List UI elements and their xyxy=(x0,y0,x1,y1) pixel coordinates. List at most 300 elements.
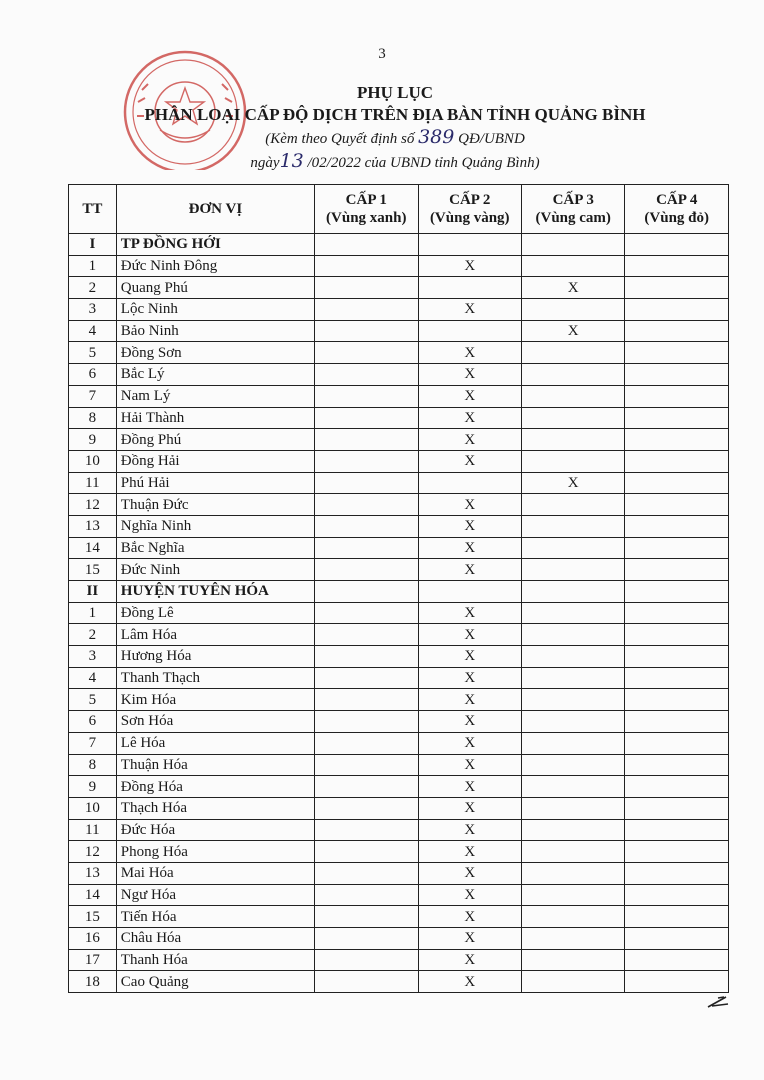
level-mark: X xyxy=(464,258,476,275)
unit-name: Đức Ninh Đông xyxy=(116,255,314,277)
level-mark: X xyxy=(567,279,579,296)
level-mark: X xyxy=(464,496,476,513)
header-level-1-zone: (Vùng xanh) xyxy=(326,210,407,226)
level-2-cell xyxy=(418,559,521,581)
appendix-title: PHỤ LỤC xyxy=(356,83,434,102)
level-2-cell xyxy=(418,862,521,884)
level-mark: X xyxy=(464,670,476,687)
level-mark: X xyxy=(464,713,476,730)
table-row xyxy=(69,342,729,364)
level-2-cell xyxy=(418,450,521,472)
unit-name: Thuận Hóa xyxy=(116,754,314,776)
unit-name: Hải Thành xyxy=(116,407,314,429)
level-mark: X xyxy=(567,474,579,491)
level-1-cell xyxy=(315,776,418,798)
row-number: 2 xyxy=(69,624,117,646)
unit-name: Đồng Phú xyxy=(116,429,314,451)
unit-name: Tiến Hóa xyxy=(116,906,314,928)
level-3-cell xyxy=(521,732,624,754)
level-mark: X xyxy=(464,453,476,470)
level-4-cell xyxy=(625,949,729,971)
level-mark: X xyxy=(464,756,476,773)
header-level-2-name: CẤP 2 xyxy=(449,192,491,208)
row-number: 8 xyxy=(69,407,117,429)
row-number: 13 xyxy=(69,862,117,884)
level-4-cell xyxy=(625,407,729,429)
level-3-cell xyxy=(521,602,624,624)
header-level-3-name: CẤP 3 xyxy=(552,192,594,208)
level-3-cell xyxy=(521,559,624,581)
table-row xyxy=(69,711,729,733)
table-row xyxy=(69,407,729,429)
level-mark: X xyxy=(464,301,476,318)
level-4-cell xyxy=(625,515,729,537)
level-mark: X xyxy=(464,691,476,708)
level-mark: X xyxy=(464,409,476,426)
row-number: 11 xyxy=(69,819,117,841)
table-row xyxy=(69,646,729,668)
table-row xyxy=(69,385,729,407)
level-1-cell xyxy=(315,559,418,581)
unit-name: Thạch Hóa xyxy=(116,797,314,819)
table-row xyxy=(69,689,729,711)
table-row xyxy=(69,255,729,277)
row-number: 1 xyxy=(69,255,117,277)
unit-name: Sơn Hóa xyxy=(116,711,314,733)
table-body xyxy=(69,234,729,993)
level-mark: X xyxy=(464,930,476,947)
level-2-cell xyxy=(418,732,521,754)
unit-name: Đức Ninh xyxy=(116,559,314,581)
level-2-cell xyxy=(418,299,521,321)
unit-name: Bảo Ninh xyxy=(116,320,314,342)
level-1-cell xyxy=(315,494,418,516)
header-level-1 xyxy=(315,185,418,234)
table-row xyxy=(69,841,729,863)
level-mark: X xyxy=(464,561,476,578)
unit-name: Phú Hải xyxy=(116,472,314,494)
level-mark: X xyxy=(464,366,476,383)
level-3-cell xyxy=(521,711,624,733)
level-1-cell xyxy=(315,342,418,364)
row-number: 12 xyxy=(69,494,117,516)
row-number: 1 xyxy=(69,602,117,624)
unit-name: Cao Quảng xyxy=(116,971,314,993)
table-row xyxy=(69,797,729,819)
level-2-cell xyxy=(418,472,521,494)
table-row xyxy=(69,862,729,884)
level-3-cell xyxy=(521,537,624,559)
level-4-cell xyxy=(625,819,729,841)
level-1-cell xyxy=(315,255,418,277)
decision-reference xyxy=(0,126,764,150)
row-number: 12 xyxy=(69,841,117,863)
level-3-cell xyxy=(521,797,624,819)
level-3-cell xyxy=(521,906,624,928)
level-mark: X xyxy=(464,626,476,643)
level-1-cell xyxy=(315,602,418,624)
level-1-cell xyxy=(315,862,418,884)
row-number: 9 xyxy=(69,429,117,451)
level-1-cell xyxy=(315,906,418,928)
unit-name: Thanh Hóa xyxy=(116,949,314,971)
unit-name: Đức Hóa xyxy=(116,819,314,841)
level-1-cell xyxy=(315,711,418,733)
row-number: 14 xyxy=(69,884,117,906)
level-3-cell xyxy=(521,277,624,299)
level-2-cell xyxy=(418,754,521,776)
row-number: 13 xyxy=(69,515,117,537)
level-3-cell xyxy=(521,494,624,516)
table-row xyxy=(69,602,729,624)
table-row xyxy=(69,732,729,754)
level-1-cell xyxy=(315,515,418,537)
level-mark: X xyxy=(464,886,476,903)
unit-name: Ngư Hóa xyxy=(116,884,314,906)
level-1-cell xyxy=(315,472,418,494)
level-4-cell xyxy=(625,776,729,798)
row-number: 14 xyxy=(69,537,117,559)
unit-name: Phong Hóa xyxy=(116,841,314,863)
level-4-cell xyxy=(625,754,729,776)
level-2-cell xyxy=(418,776,521,798)
section-level-4-cell xyxy=(625,234,729,256)
unit-name: Lộc Ninh xyxy=(116,299,314,321)
row-number: 5 xyxy=(69,689,117,711)
level-2-cell xyxy=(418,364,521,386)
level-3-cell xyxy=(521,884,624,906)
unit-name: Bắc Nghĩa xyxy=(116,537,314,559)
level-4-cell xyxy=(625,602,729,624)
table-row xyxy=(69,364,729,386)
level-mark: X xyxy=(464,735,476,752)
table-row xyxy=(69,884,729,906)
date-suffix: /02/2022 của UBND tỉnh Quảng Bình) xyxy=(303,155,540,171)
row-number: 11 xyxy=(69,472,117,494)
level-4-cell xyxy=(625,364,729,386)
level-2-cell xyxy=(418,797,521,819)
header-level-3 xyxy=(521,185,624,234)
table-row xyxy=(69,776,729,798)
level-4-cell xyxy=(625,494,729,516)
header-level-4 xyxy=(625,185,729,234)
section-numeral: II xyxy=(69,581,117,603)
section-row xyxy=(69,234,729,256)
decision-date xyxy=(0,150,764,174)
table-row xyxy=(69,515,729,537)
level-mark: X xyxy=(464,973,476,990)
section-level-2-cell xyxy=(418,234,521,256)
level-mark: X xyxy=(464,778,476,795)
level-1-cell xyxy=(315,277,418,299)
level-mark: X xyxy=(567,323,579,340)
unit-name: Lê Hóa xyxy=(116,732,314,754)
level-3-cell xyxy=(521,364,624,386)
level-3-cell xyxy=(521,862,624,884)
level-3-cell xyxy=(521,689,624,711)
header-tt: TT xyxy=(69,185,117,234)
level-4-cell xyxy=(625,928,729,950)
table-row xyxy=(69,906,729,928)
row-number: 3 xyxy=(69,646,117,668)
row-number: 3 xyxy=(69,299,117,321)
table-row xyxy=(69,949,729,971)
row-number: 6 xyxy=(69,364,117,386)
level-2-cell xyxy=(418,342,521,364)
level-4-cell xyxy=(625,689,729,711)
unit-name: Nam Lý xyxy=(116,385,314,407)
row-number: 7 xyxy=(69,385,117,407)
header-level-1-name: CẤP 1 xyxy=(345,192,387,208)
row-number: 5 xyxy=(69,342,117,364)
level-3-cell xyxy=(521,624,624,646)
row-number: 6 xyxy=(69,711,117,733)
level-3-cell xyxy=(521,320,624,342)
header-level-3-zone: (Vùng cam) xyxy=(535,210,611,226)
level-4-cell xyxy=(625,320,729,342)
unit-name: Đồng Sơn xyxy=(116,342,314,364)
level-2-cell xyxy=(418,906,521,928)
level-3-cell xyxy=(521,407,624,429)
level-1-cell xyxy=(315,797,418,819)
level-mark: X xyxy=(464,431,476,448)
row-number: 8 xyxy=(69,754,117,776)
unit-name: Quang Phú xyxy=(116,277,314,299)
unit-name: Nghĩa Ninh xyxy=(116,515,314,537)
level-3-cell xyxy=(521,971,624,993)
row-number: 9 xyxy=(69,776,117,798)
level-4-cell xyxy=(625,342,729,364)
section-level-1-cell xyxy=(315,581,418,603)
level-4-cell xyxy=(625,472,729,494)
table-row xyxy=(69,299,729,321)
level-4-cell xyxy=(625,862,729,884)
level-mark: X xyxy=(464,821,476,838)
level-2-cell xyxy=(418,515,521,537)
level-1-cell xyxy=(315,299,418,321)
decision-prefix: (Kèm theo Quyết định số xyxy=(265,131,419,147)
level-3-cell xyxy=(521,667,624,689)
level-1-cell xyxy=(315,819,418,841)
unit-name: Mai Hóa xyxy=(116,862,314,884)
level-mark: X xyxy=(464,952,476,969)
table-row xyxy=(69,494,729,516)
row-number: 16 xyxy=(69,928,117,950)
level-2-cell xyxy=(418,711,521,733)
level-4-cell xyxy=(625,732,729,754)
page-number: 3 xyxy=(378,46,386,62)
section-name: TP ĐỒNG HỚI xyxy=(116,234,314,256)
unit-name: Châu Hóa xyxy=(116,928,314,950)
level-2-cell xyxy=(418,320,521,342)
level-4-cell xyxy=(625,971,729,993)
document-title: PHÂN LOẠI CẤP ĐỘ DỊCH TRÊN ĐỊA BÀN TỈNH QUẢNG BÌNH xyxy=(144,105,646,124)
level-2-cell xyxy=(418,602,521,624)
table-row xyxy=(69,277,729,299)
classification-table xyxy=(68,184,729,993)
level-mark: X xyxy=(464,843,476,860)
initial-mark xyxy=(706,994,730,1010)
level-2-cell xyxy=(418,255,521,277)
level-3-cell xyxy=(521,342,624,364)
header-level-2 xyxy=(418,185,521,234)
level-3-cell xyxy=(521,928,624,950)
date-day: 13 xyxy=(279,150,304,172)
level-1-cell xyxy=(315,884,418,906)
table-row xyxy=(69,624,729,646)
level-4-cell xyxy=(625,841,729,863)
level-2-cell xyxy=(418,646,521,668)
level-2-cell xyxy=(418,667,521,689)
header-level-2-zone: (Vùng vàng) xyxy=(429,210,510,226)
level-3-cell xyxy=(521,255,624,277)
decision-number: 389 xyxy=(418,126,455,148)
level-1-cell xyxy=(315,624,418,646)
level-2-cell xyxy=(418,407,521,429)
level-2-cell xyxy=(418,949,521,971)
level-4-cell xyxy=(625,537,729,559)
table-row xyxy=(69,472,729,494)
level-1-cell xyxy=(315,385,418,407)
section-level-3-cell xyxy=(521,234,624,256)
level-3-cell xyxy=(521,450,624,472)
level-1-cell xyxy=(315,928,418,950)
table-row xyxy=(69,450,729,472)
level-1-cell xyxy=(315,667,418,689)
level-4-cell xyxy=(625,906,729,928)
level-3-cell xyxy=(521,515,624,537)
level-1-cell xyxy=(315,971,418,993)
level-2-cell xyxy=(418,884,521,906)
header-unit: ĐƠN VỊ xyxy=(116,185,314,234)
row-number: 2 xyxy=(69,277,117,299)
level-4-cell xyxy=(625,277,729,299)
header-level-4-zone: (Vùng đỏ) xyxy=(644,210,710,226)
level-3-cell xyxy=(521,429,624,451)
level-3-cell xyxy=(521,841,624,863)
section-level-2-cell xyxy=(418,581,521,603)
level-3-cell xyxy=(521,776,624,798)
row-number: 4 xyxy=(69,667,117,689)
table-row xyxy=(69,429,729,451)
table-row xyxy=(69,537,729,559)
section-name: HUYỆN TUYÊN HÓA xyxy=(116,581,314,603)
level-4-cell xyxy=(625,559,729,581)
unit-name: Đồng Hải xyxy=(116,450,314,472)
level-3-cell xyxy=(521,299,624,321)
level-mark: X xyxy=(464,800,476,817)
unit-name: Thuận Đức xyxy=(116,494,314,516)
level-mark: X xyxy=(464,344,476,361)
level-3-cell xyxy=(521,819,624,841)
date-prefix: ngày xyxy=(250,155,280,171)
level-mark: X xyxy=(464,865,476,882)
table-row xyxy=(69,667,729,689)
level-mark: X xyxy=(464,908,476,925)
level-3-cell xyxy=(521,754,624,776)
table-row xyxy=(69,559,729,581)
level-mark: X xyxy=(464,648,476,665)
table-row xyxy=(69,971,729,993)
level-mark: X xyxy=(464,539,476,556)
level-2-cell xyxy=(418,385,521,407)
level-1-cell xyxy=(315,689,418,711)
level-2-cell xyxy=(418,277,521,299)
level-3-cell xyxy=(521,472,624,494)
level-1-cell xyxy=(315,364,418,386)
level-4-cell xyxy=(625,385,729,407)
level-4-cell xyxy=(625,646,729,668)
unit-name: Hương Hóa xyxy=(116,646,314,668)
level-4-cell xyxy=(625,450,729,472)
section-numeral: I xyxy=(69,234,117,256)
level-1-cell xyxy=(315,732,418,754)
level-2-cell xyxy=(418,689,521,711)
row-number: 15 xyxy=(69,559,117,581)
unit-name: Bắc Lý xyxy=(116,364,314,386)
table-row xyxy=(69,819,729,841)
header-level-4-name: CẤP 4 xyxy=(656,192,698,208)
level-4-cell xyxy=(625,884,729,906)
level-1-cell xyxy=(315,949,418,971)
level-2-cell xyxy=(418,819,521,841)
unit-name: Kim Hóa xyxy=(116,689,314,711)
section-level-3-cell xyxy=(521,581,624,603)
section-level-1-cell xyxy=(315,234,418,256)
level-2-cell xyxy=(418,624,521,646)
row-number: 17 xyxy=(69,949,117,971)
row-number: 10 xyxy=(69,797,117,819)
row-number: 10 xyxy=(69,450,117,472)
unit-name: Lâm Hóa xyxy=(116,624,314,646)
level-2-cell xyxy=(418,928,521,950)
table-row xyxy=(69,754,729,776)
row-number: 7 xyxy=(69,732,117,754)
level-1-cell xyxy=(315,429,418,451)
level-4-cell xyxy=(625,299,729,321)
level-3-cell xyxy=(521,646,624,668)
table-header-row xyxy=(69,185,729,234)
level-4-cell xyxy=(625,797,729,819)
section-row xyxy=(69,581,729,603)
level-4-cell xyxy=(625,711,729,733)
table-row xyxy=(69,928,729,950)
level-2-cell xyxy=(418,841,521,863)
level-mark: X xyxy=(464,388,476,405)
unit-name: Đồng Lê xyxy=(116,602,314,624)
section-level-4-cell xyxy=(625,581,729,603)
level-1-cell xyxy=(315,646,418,668)
level-1-cell xyxy=(315,754,418,776)
level-1-cell xyxy=(315,450,418,472)
level-2-cell xyxy=(418,494,521,516)
level-3-cell xyxy=(521,949,624,971)
level-1-cell xyxy=(315,320,418,342)
level-1-cell xyxy=(315,537,418,559)
level-1-cell xyxy=(315,841,418,863)
level-4-cell xyxy=(625,624,729,646)
level-4-cell xyxy=(625,429,729,451)
table-row xyxy=(69,320,729,342)
decision-suffix: QĐ/UBND xyxy=(454,131,525,147)
level-4-cell xyxy=(625,255,729,277)
level-4-cell xyxy=(625,667,729,689)
title-block xyxy=(0,82,764,174)
unit-name: Thanh Thạch xyxy=(116,667,314,689)
row-number: 15 xyxy=(69,906,117,928)
level-1-cell xyxy=(315,407,418,429)
level-2-cell xyxy=(418,429,521,451)
